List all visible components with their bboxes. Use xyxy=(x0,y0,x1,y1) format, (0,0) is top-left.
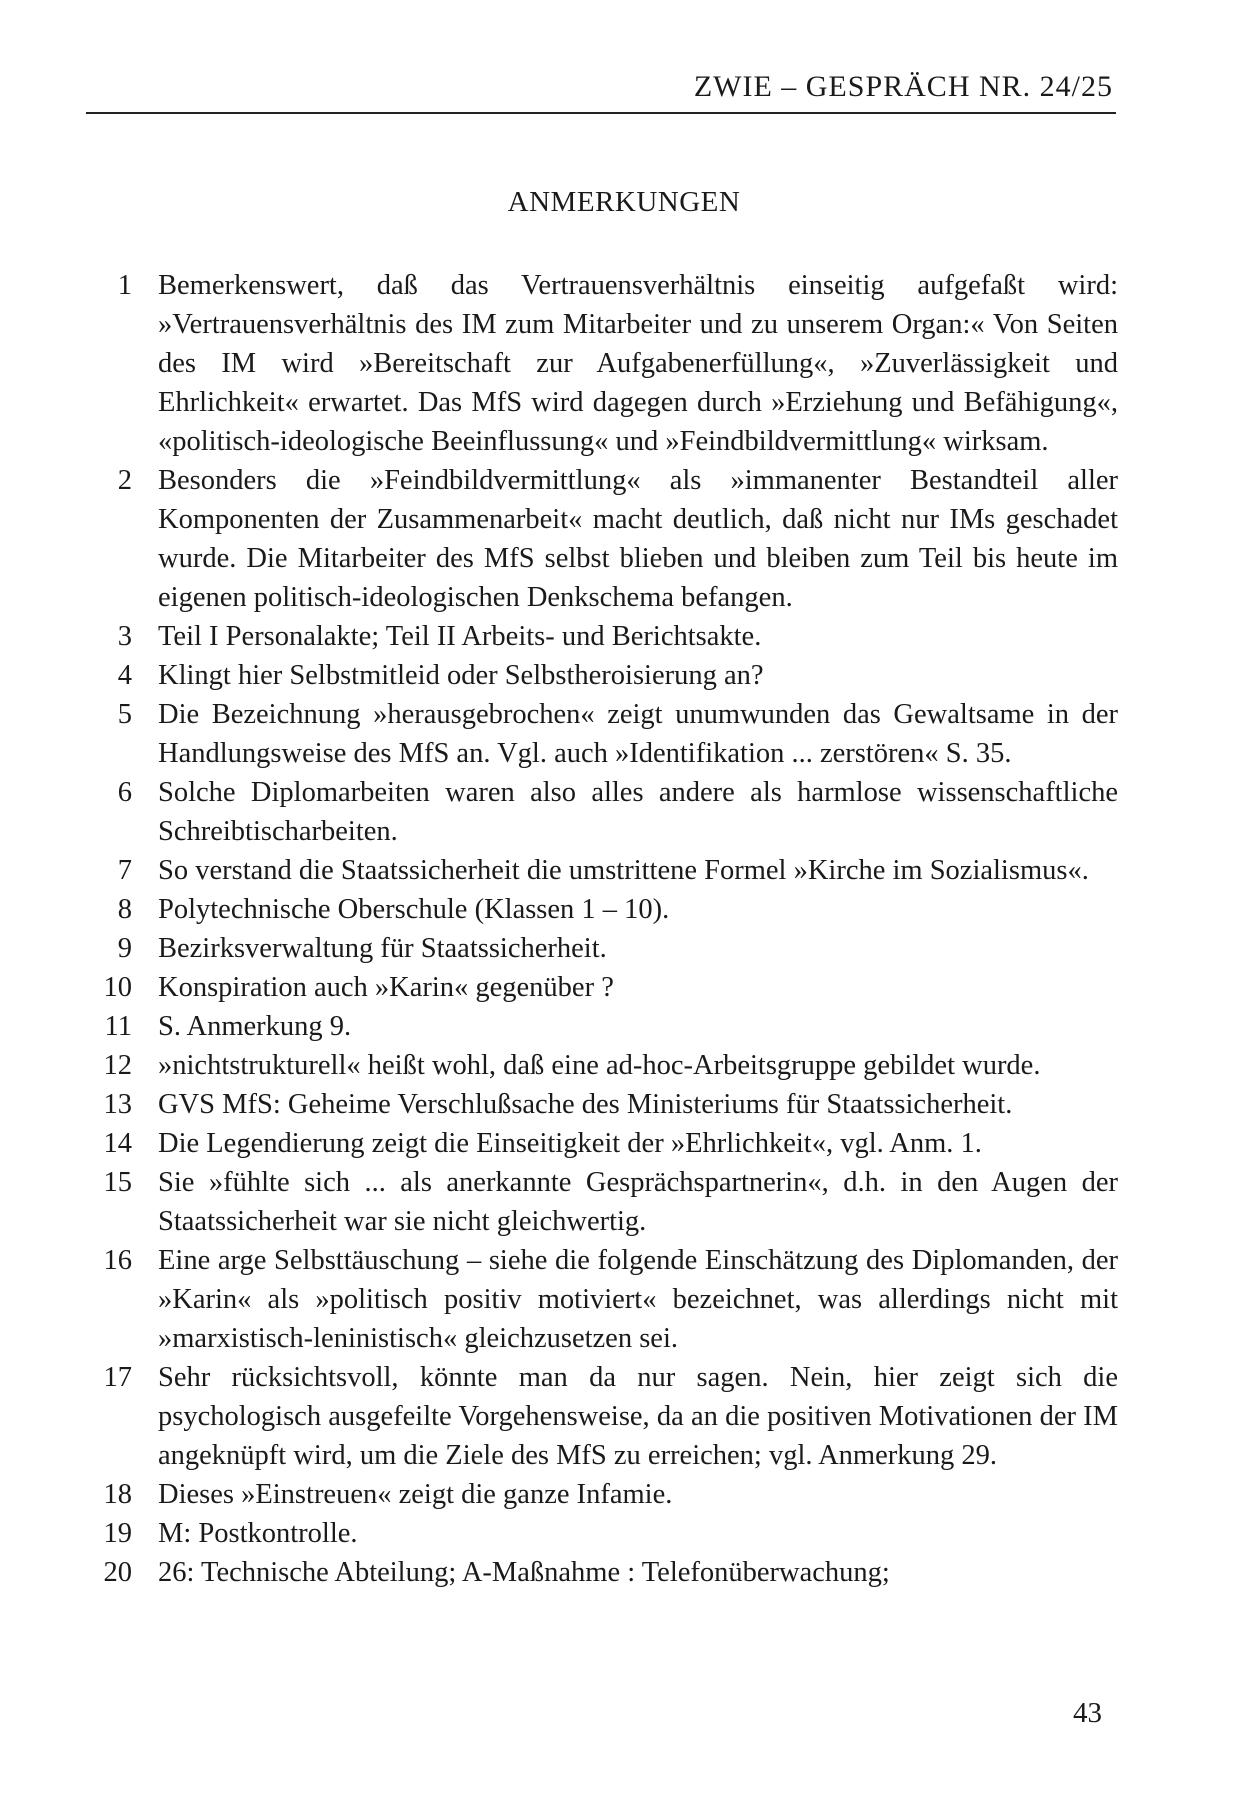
endnote xyxy=(68,1475,1118,1514)
endnote-number: 17 xyxy=(103,1362,132,1393)
endnote-text: Dieses »Einstreuen« zeigt die ganze Infamie. xyxy=(158,1479,673,1510)
endnote-number: 4 xyxy=(117,660,132,691)
endnote xyxy=(68,1241,1118,1358)
endnote xyxy=(68,968,1118,1007)
endnote xyxy=(68,1514,1118,1553)
endnote-number: 9 xyxy=(117,933,132,964)
endnote xyxy=(68,1358,1118,1475)
section-title: ANMERKUNGEN xyxy=(507,186,741,218)
endnote-number: 14 xyxy=(103,1128,132,1159)
endnote-text: »nichtstrukturell« heißt wohl, daß eine ad-hoc-Arbeitsgruppe gebildet wurde. xyxy=(158,1050,1041,1081)
endnote-number: 1 xyxy=(117,270,132,301)
endnote xyxy=(68,1553,1118,1592)
endnote-number: 5 xyxy=(117,699,132,730)
endnote-number: 10 xyxy=(103,972,132,1003)
endnote xyxy=(68,1163,1118,1241)
endnote-text: Die Legendierung zeigt die Einseitigkeit der »Ehrlichkeit«, vgl. Anm. 1. xyxy=(158,1128,982,1159)
endnote-text: Besonders die »Feindbildvermittlung« als »immanenter Bestandteil aller Komponenten der Zusammenarbeit« macht deutlich, daß nicht nur IMs geschadet wurde. Die Mitarbeiter des MfS selbst blieben und bleiben zum Teil bis heute im eigenen politisch-ideologischen Denkschema befangen. xyxy=(158,465,1118,613)
endnote xyxy=(68,266,1118,461)
endnote xyxy=(68,1085,1118,1124)
endnote-number: 18 xyxy=(103,1479,132,1510)
endnote-text: GVS MfS: Geheime Verschlußsache des Ministeriums für Staatssicherheit. xyxy=(158,1089,1013,1120)
endnote-number: 19 xyxy=(103,1518,132,1549)
endnote-number: 11 xyxy=(104,1011,132,1042)
endnote-number: 8 xyxy=(117,894,132,925)
running-header xyxy=(86,62,1116,114)
endnote-text: Bemerkenswert, daß das Vertrauensverhältnis einseitig aufgefaßt wird: »Vertrauensverhältnis des IM zum Mitarbeiter und zu unserem Organ:« Von Seiten des IM wird »Bereitschaft zur Aufgabenerfüllung«, »Zuverlässigkeit und Ehrlichkeit« erwartet. Das MfS wird dagegen durch »Erziehung und Befähigung«, «politisch-ideologische Beeinflussung« und »Feindbildvermittlung« wirksam. xyxy=(158,270,1118,457)
endnote xyxy=(68,773,1118,851)
endnote-text: So verstand die Staatssicherheit die umstrittene Formel »Kirche im Sozialismus«. xyxy=(158,855,1089,886)
endnote-text: Konspiration auch »Karin« gegenüber ? xyxy=(158,972,614,1003)
endnote-number: 13 xyxy=(103,1089,132,1120)
endnote xyxy=(68,461,1118,617)
endnote-number: 16 xyxy=(103,1245,132,1276)
endnote-text: M: Postkontrolle. xyxy=(158,1518,358,1549)
endnotes-list xyxy=(68,266,1118,1592)
endnote xyxy=(68,929,1118,968)
endnote xyxy=(68,890,1118,929)
endnote-number: 15 xyxy=(103,1167,132,1198)
endnote-text: Sie »fühlte sich ... als anerkannte Gesprächspartnerin«, d.h. in den Augen der Staatssicherheit war sie nicht gleichwertig. xyxy=(158,1167,1118,1237)
endnote xyxy=(68,656,1118,695)
endnote-text: Eine arge Selbsttäuschung – siehe die folgende Einschätzung des Diplomanden, der »Karin« als »politisch positiv motiviert« bezeichnet, was allerdings nicht mit »marxistisch-leninistisch« gleichzusetzen sei. xyxy=(158,1245,1118,1354)
endnote-text: Solche Diplomarbeiten waren also alles andere als harmlose wissenschaftliche Schreibtischarbeiten. xyxy=(158,777,1118,847)
endnote xyxy=(68,1046,1118,1085)
endnote-number: 2 xyxy=(117,465,132,496)
endnote-number: 7 xyxy=(117,855,132,886)
page-number: 43 xyxy=(1073,1697,1102,1729)
endnote-number: 20 xyxy=(103,1557,132,1588)
endnote-text: Polytechnische Oberschule (Klassen 1 – 10). xyxy=(158,894,670,925)
endnote-number: 12 xyxy=(103,1050,132,1081)
endnote-text: Klingt hier Selbstmitleid oder Selbstheroisierung an? xyxy=(158,660,764,691)
endnote-text: Bezirksverwaltung für Staatssicherheit. xyxy=(158,933,607,964)
endnote xyxy=(68,617,1118,656)
endnote-text: Die Bezeichnung »herausgebrochen« zeigt unumwunden das Gewaltsame in der Handlungsweise des MfS an. Vgl. auch »Identifikation ... zerstören« S. 35. xyxy=(158,699,1118,769)
endnote-text: Sehr rücksichtsvoll, könnte man da nur sagen. Nein, hier zeigt sich die psychologisch ausgefeilte Vorgehensweise, da an die positiven Motivationen der IM angeknüpft wird, um die Ziele des MfS zu erreichen; vgl. Anmerkung 29. xyxy=(158,1362,1118,1471)
endnote-number: 6 xyxy=(117,777,132,808)
endnote-text: Teil I Personalakte; Teil II Arbeits- und Berichtsakte. xyxy=(158,621,762,652)
endnote xyxy=(68,1124,1118,1163)
endnote-text: 26: Technische Abteilung; A-Maßnahme : Telefonüberwachung; xyxy=(158,1557,890,1588)
endnote-number: 3 xyxy=(117,621,132,652)
running-title: ZWIE – GESPRÄCH NR. 24/25 xyxy=(693,70,1113,103)
endnote xyxy=(68,695,1118,773)
endnote xyxy=(68,851,1118,890)
endnote xyxy=(68,1007,1118,1046)
endnote-text: S. Anmerkung 9. xyxy=(158,1011,352,1042)
